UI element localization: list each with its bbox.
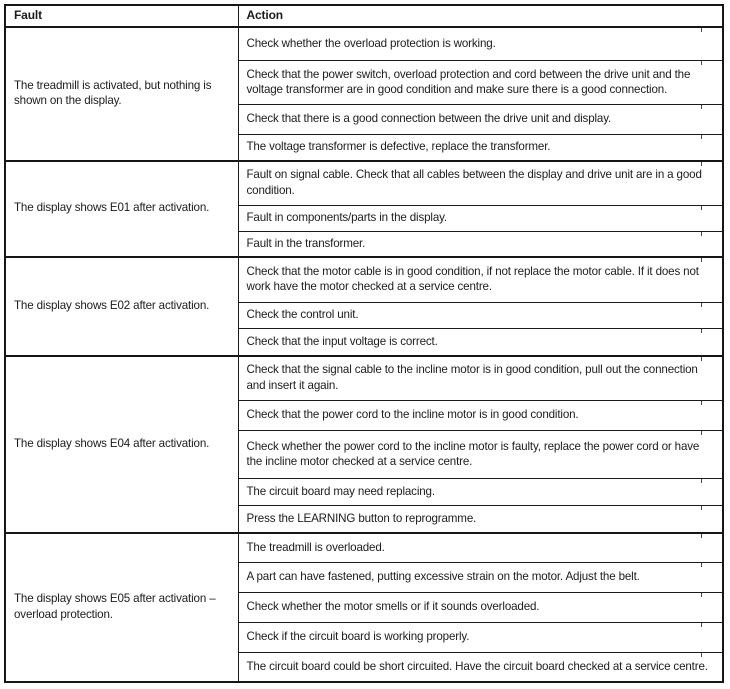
action-cell: The voltage transformer is defective, replace the transformer. (238, 135, 723, 161)
table-row (5, 257, 723, 303)
action-cell: Check that the motor cable is in good condition, if not replace the motor cable. If it does not work have the motor checked at a service centre. (238, 257, 723, 303)
fault-cell: The display shows E02 after activation. (5, 257, 238, 356)
table-row (5, 533, 723, 563)
action-cell: Fault in components/parts in the display. (238, 206, 723, 232)
action-cell: The treadmill is overloaded. (238, 533, 723, 563)
table-header-row (5, 5, 723, 27)
action-cell: Press the LEARNING button to reprogramme. (238, 506, 723, 533)
table-row (5, 27, 723, 61)
table-row (5, 356, 723, 401)
troubleshooting-table (4, 4, 724, 683)
action-cell: A part can have fastened, putting excessive strain on the motor. Adjust the belt. (238, 563, 723, 593)
action-cell: Check that the power cord to the incline motor is in good condition. (238, 401, 723, 431)
action-cell: Fault in the transformer. (238, 232, 723, 257)
column-header-fault: Fault (5, 5, 238, 27)
action-cell: Check whether the power cord to the incline motor is faulty, replace the power cord or have the incline motor checked at a service centre. (238, 431, 723, 479)
table-row (5, 161, 723, 206)
fault-cell: The treadmill is activated, but nothing is shown on the display. (5, 27, 238, 161)
action-cell: Check whether the overload protection is working. (238, 27, 723, 61)
fault-cell: The display shows E05 after activation – overload protection. (5, 533, 238, 682)
action-cell: Check that the input voltage is correct. (238, 329, 723, 356)
action-cell: Check whether the motor smells or if it sounds overloaded. (238, 593, 723, 623)
action-cell: Fault on signal cable. Check that all cables between the display and drive unit are in a good condition. (238, 161, 723, 206)
action-cell: The circuit board could be short circuited. Have the circuit board checked at a service centre. (238, 653, 723, 682)
fault-cell: The display shows E01 after activation. (5, 161, 238, 257)
fault-cell: The display shows E04 after activation. (5, 356, 238, 533)
action-cell: Check the control unit. (238, 303, 723, 329)
action-cell: Check that the signal cable to the incline motor is in good condition, pull out the connection and insert it again. (238, 356, 723, 401)
action-cell: Check that there is a good connection between the drive unit and display. (238, 105, 723, 135)
action-cell: The circuit board may need replacing. (238, 479, 723, 506)
column-header-action: Action (238, 5, 723, 27)
action-cell: Check that the power switch, overload protection and cord between the drive unit and the voltage transformer are in good condition and make sure there is a good connection. (238, 61, 723, 105)
action-cell: Check if the circuit board is working properly. (238, 623, 723, 653)
